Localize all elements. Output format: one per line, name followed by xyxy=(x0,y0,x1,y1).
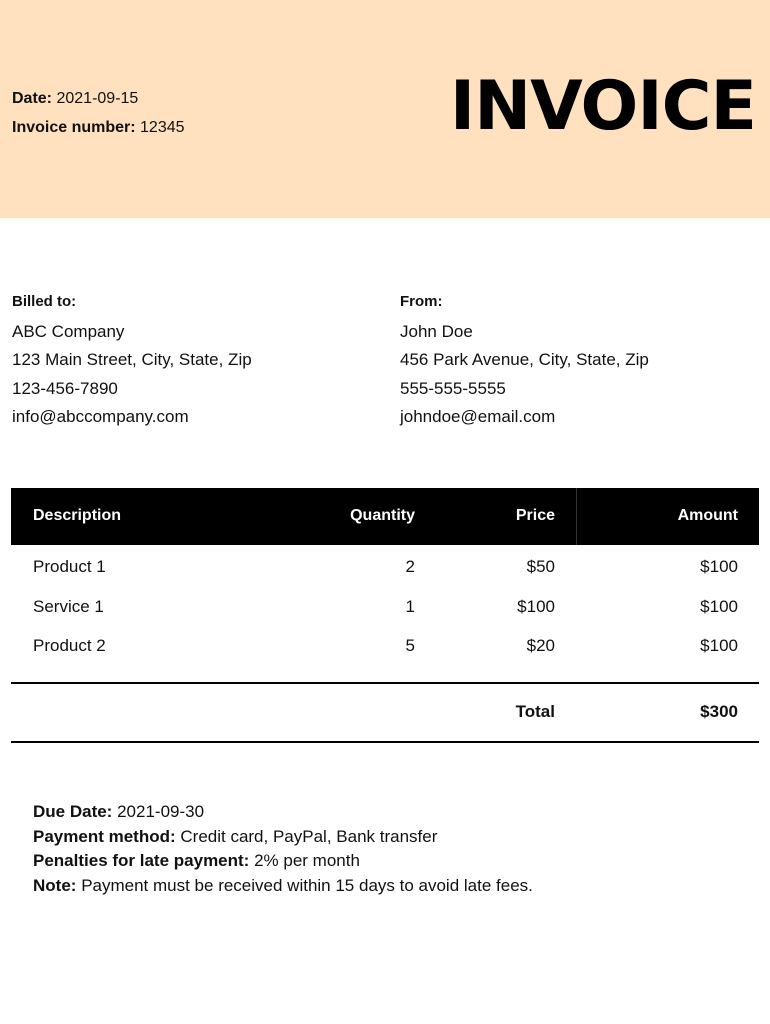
payment-method-label: Payment method: xyxy=(33,826,176,846)
total-top-rule xyxy=(11,682,759,684)
total-row xyxy=(11,700,759,724)
row-description: Product 2 xyxy=(33,636,106,655)
row-price: $20 xyxy=(526,636,555,655)
invoice-meta xyxy=(12,84,185,142)
date-line xyxy=(12,84,185,113)
table-row xyxy=(11,624,759,664)
billed-to-address: 123 Main Street, City, State, Zip xyxy=(12,350,252,369)
from-name: John Doe xyxy=(400,321,473,341)
billed-to-label: Billed to: xyxy=(12,293,77,310)
invoice-header xyxy=(0,0,770,218)
billed-to-phone: 123-456-7890 xyxy=(12,378,118,398)
table-row xyxy=(11,585,759,625)
row-price: $50 xyxy=(526,557,555,576)
date-label: Date: xyxy=(12,90,53,107)
note-line xyxy=(33,874,533,899)
payment-method-line xyxy=(33,825,533,850)
total-value: $300 xyxy=(700,702,738,721)
line-items-table xyxy=(11,488,759,664)
row-amount: $100 xyxy=(700,596,738,616)
billed-to-email: info@abccompany.com xyxy=(12,407,189,426)
due-date-value: 2021-09-30 xyxy=(117,802,205,821)
due-date-label: Due Date: xyxy=(33,802,113,821)
payment-notes xyxy=(33,800,533,899)
note-value: Payment must be received within 15 days to avoid late fees. xyxy=(81,876,533,896)
payment-method-value: Credit card, PayPal, Bank transfer xyxy=(180,826,438,846)
row-quantity: 5 xyxy=(405,636,415,655)
table-body xyxy=(11,545,759,664)
invoice-number-value: 12345 xyxy=(140,119,185,136)
from-label: From: xyxy=(400,293,443,310)
row-quantity: 2 xyxy=(405,557,415,576)
invoice-title: INVOICE xyxy=(449,67,756,146)
row-price: $100 xyxy=(517,596,555,616)
billed-to-block xyxy=(12,288,252,432)
invoice-number-label: Invoice number: xyxy=(12,119,136,136)
penalties-value: 2% per month xyxy=(254,851,360,871)
row-description: Product 1 xyxy=(33,557,106,576)
invoice-number-line xyxy=(12,113,185,142)
table-row xyxy=(11,545,759,585)
row-amount: $100 xyxy=(700,557,738,576)
header-quantity: Quantity xyxy=(350,507,415,524)
header-amount: Amount xyxy=(677,507,738,524)
header-divider xyxy=(576,488,577,545)
from-address: 456 Park Avenue, City, State, Zip xyxy=(400,350,649,369)
note-label: Note: xyxy=(33,876,77,896)
row-amount: $100 xyxy=(700,636,738,655)
total-bottom-rule xyxy=(11,741,759,743)
header-price: Price xyxy=(515,507,555,524)
billed-to-name: ABC Company xyxy=(12,321,125,341)
penalties-label: Penalties for late payment: xyxy=(33,851,250,871)
total-label: Total xyxy=(515,702,555,721)
from-phone: 555-555-5555 xyxy=(400,378,506,398)
penalties-line xyxy=(33,849,533,874)
from-block xyxy=(400,288,649,432)
row-quantity: 1 xyxy=(405,596,415,616)
date-value: 2021-09-15 xyxy=(56,90,139,107)
row-description: Service 1 xyxy=(33,596,104,616)
header-description: Description xyxy=(33,507,122,524)
due-date-line xyxy=(33,800,533,825)
from-email: johndoe@email.com xyxy=(400,407,556,426)
table-header xyxy=(11,488,759,545)
